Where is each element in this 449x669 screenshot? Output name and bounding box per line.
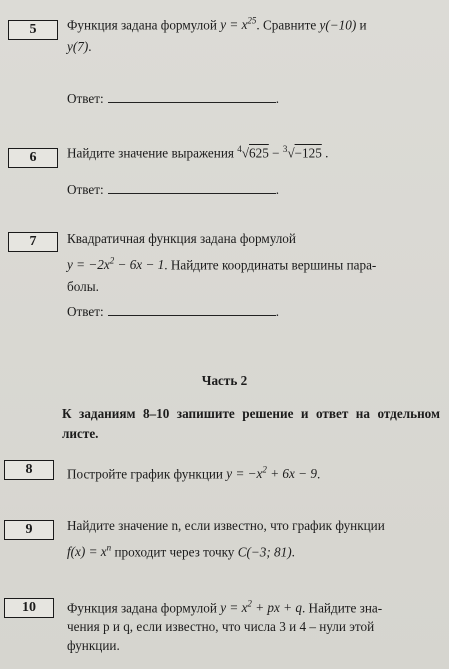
task-5-answer [67, 89, 279, 107]
task-7-line3: болы. [67, 279, 99, 295]
task-number-9: 9 [4, 520, 54, 540]
part-title: Часть 2 [201, 373, 248, 388]
answer-label: Ответ: [67, 91, 104, 106]
task-9-end: . [291, 544, 295, 560]
task-9-formula: f(x) = x [67, 544, 107, 560]
task-10-line2: чения p и q, если известно, что числа 3 и 4 – нули этой [67, 619, 375, 635]
task-9-line2: проходит через точку [111, 544, 238, 560]
answer-label: Ответ: [67, 182, 104, 197]
task-5-formula: y = x [220, 17, 248, 33]
task-6-root1-body: 625 [249, 145, 269, 161]
task-9-exp: n [106, 543, 112, 553]
task-10-text-b: . Найдите зна- [301, 600, 383, 616]
task-8-formula: y = −x [226, 466, 263, 482]
task-6-root2-index: 3 [282, 144, 288, 154]
answer-end: . [275, 304, 280, 319]
task-6-text-a: Найдите значение выражения [67, 145, 238, 161]
task-8-text-a: Постройте график функции [67, 466, 227, 482]
task-6-minus: − [268, 145, 283, 161]
task-7-text [67, 228, 439, 298]
task-9-text [67, 515, 439, 563]
task-8-end: . [316, 466, 321, 482]
task-6-answer [67, 180, 279, 198]
task-5-exp: 25 [247, 16, 257, 26]
task-9-line1: Найдите значение n, если известно, что график функции [67, 518, 385, 533]
task-7-exp: 2 [109, 256, 115, 266]
task-10-text [67, 595, 439, 655]
task-5-formula-c: y(7) [67, 39, 89, 55]
task-8-exp: 2 [262, 465, 267, 475]
answer-end: . [275, 91, 280, 106]
task-7-answer [67, 302, 279, 320]
task-7-line2: . Найдите координаты вершины пара- [164, 257, 377, 273]
answer-line[interactable] [108, 302, 276, 316]
task-number-5: 5 [8, 20, 58, 40]
answer-line[interactable] [108, 89, 276, 103]
task-number-6: 6 [8, 148, 58, 168]
task-8-text [67, 459, 439, 485]
task-6-text: Найдите значение выражения $^4$√625 − $^3$√−125 . [67, 144, 329, 161]
task-10-text-a: Функция задана формулой [67, 600, 221, 616]
task-8-formula-rest: + 6x − 9 [266, 466, 317, 482]
task-number-10: 10 [4, 598, 54, 618]
instruction: К заданиям 8–10 запишите решение и ответ на отдельном листе. [62, 406, 440, 441]
task-number-8: 8 [4, 460, 54, 480]
task-10-line3: функции. [67, 638, 120, 654]
task-7-formula-rest: − 6x − 1 [114, 257, 165, 273]
task-6-root1-index: 4 [237, 144, 242, 154]
task-5-text-c: и [356, 17, 367, 33]
answer-line[interactable] [108, 180, 276, 194]
task-9-point: C(−3; 81) [237, 544, 292, 560]
task-6-text-b: . [321, 145, 329, 161]
task-number-7: 7 [8, 232, 58, 252]
answer-label: Ответ: [67, 304, 104, 319]
task-6-root2-body: −125 [294, 145, 322, 161]
answer-end: . [275, 182, 280, 197]
task-10-formula: y = x [220, 600, 248, 616]
task-5-text-b: . Сравните [256, 17, 320, 33]
task-7-formula: y = −2x [67, 257, 110, 273]
task-7-line1: Квадратичная функция задана формулой [67, 231, 296, 246]
task-5-formula-b: y(−10) [319, 17, 357, 33]
task-10-formula-rest: + px + q [251, 600, 302, 616]
task-5-text-d: . [88, 39, 92, 55]
task-5-text-a: Функция задана формулой [67, 17, 221, 33]
task-5-text [67, 10, 439, 58]
task-10-exp: 2 [247, 599, 252, 609]
